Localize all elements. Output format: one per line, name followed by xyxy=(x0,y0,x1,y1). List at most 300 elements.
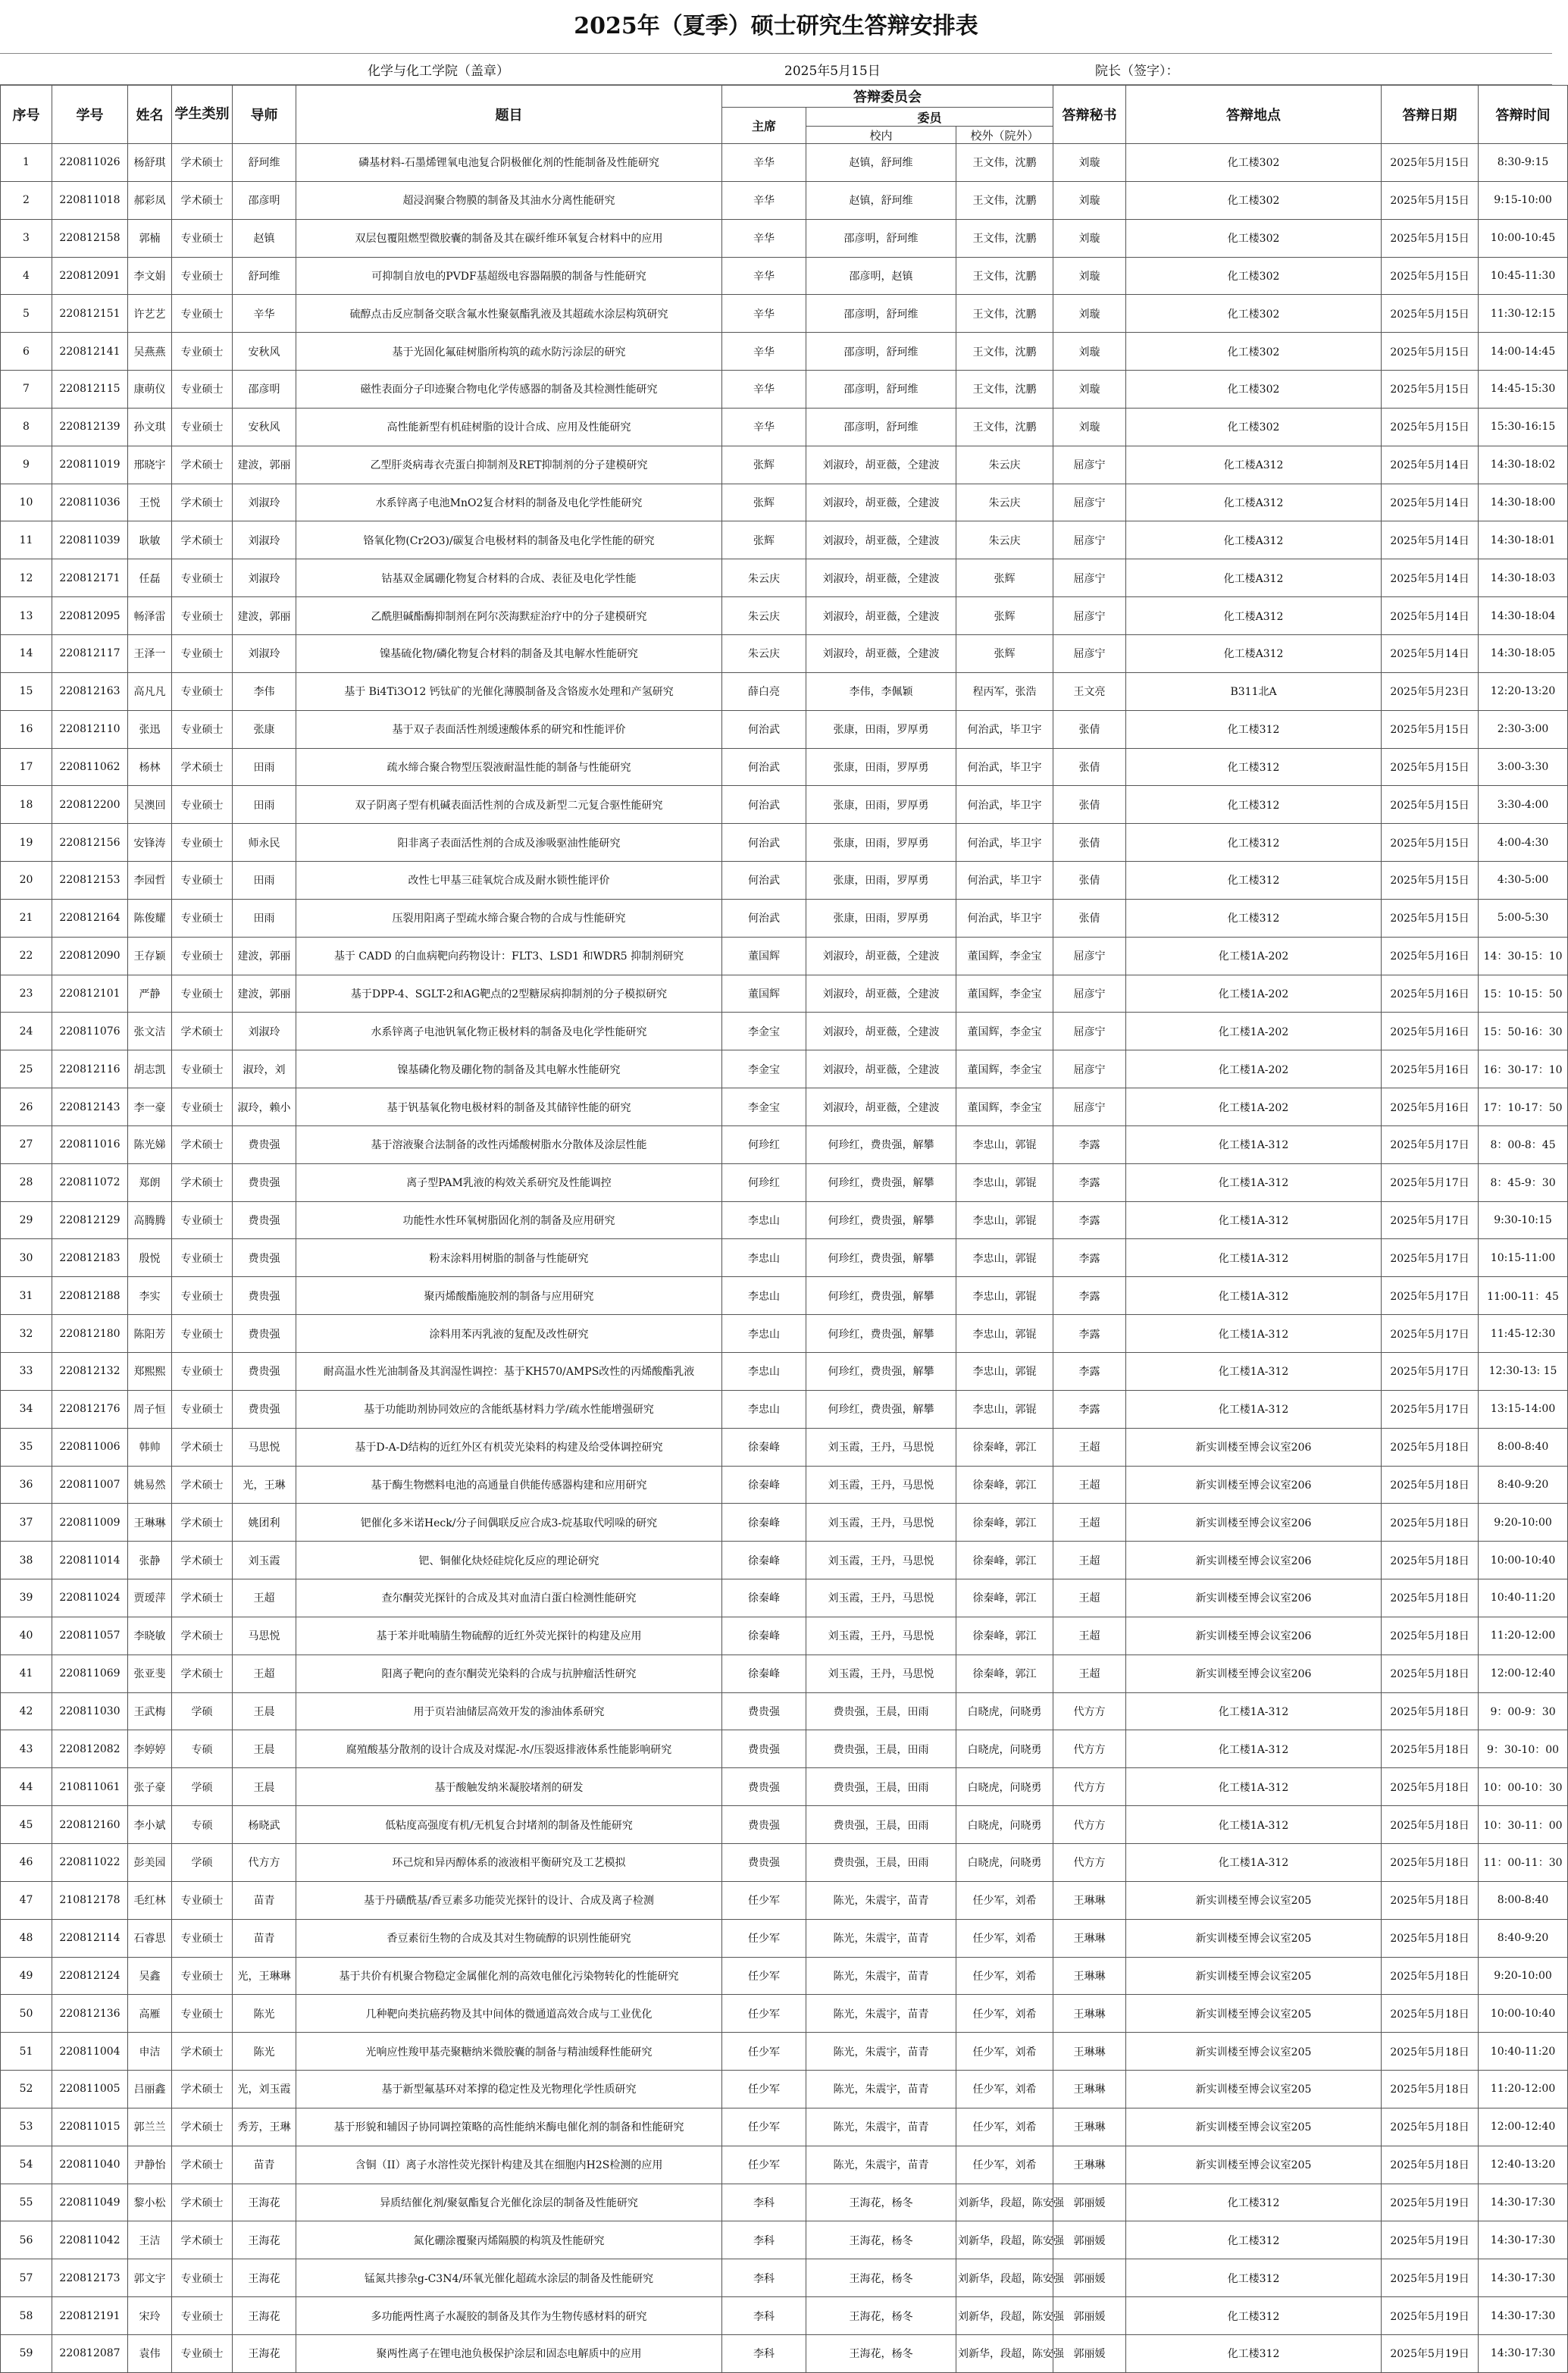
cell-secretary: 代方方 xyxy=(1053,1843,1126,1881)
cell-type: 专业硕士 xyxy=(172,1353,233,1391)
cell-advisor: 李伟 xyxy=(233,672,296,710)
cell-id: 220812087 xyxy=(52,2334,128,2372)
cell-name: 郭文宇 xyxy=(128,2259,172,2297)
cell-secretary: 屈彦宁 xyxy=(1053,446,1126,484)
cell-topic: 基于双子表面活性剂缓速酸体系的研究和性能评价 xyxy=(296,710,722,748)
cell-topic: 阳离子靶向的查尔酮荧光染料的合成与抗肿瘤活性研究 xyxy=(296,1655,722,1692)
cell-no: 43 xyxy=(1,1730,52,1768)
cell-no: 19 xyxy=(1,824,52,862)
cell-id: 220811049 xyxy=(52,2184,128,2221)
cell-type: 学术硕士 xyxy=(172,2221,233,2259)
cell-advisor: 杨晓武 xyxy=(233,1806,296,1844)
cell-advisor: 安秋风 xyxy=(233,408,296,446)
cell-time: 14:30-18:05 xyxy=(1479,634,1568,672)
cell-topic: 锰氮共掺杂g-C3N4/环氧光催化超疏水涂层的制备及性能研究 xyxy=(296,2259,722,2297)
cell-name: 袁伟 xyxy=(128,2334,172,2372)
cell-type: 学术硕士 xyxy=(172,1163,233,1201)
cell-secretary: 刘璇 xyxy=(1053,408,1126,446)
cell-topic: 耐高温水性光油制备及其润湿性调控：基于KH570/AMPS改性的丙烯酸酯乳液 xyxy=(296,1353,722,1391)
cell-outer: 刘新华，段超，陈安强 xyxy=(956,2297,1053,2335)
cell-name: 陈阳芳 xyxy=(128,1315,172,1353)
cell-topic: 粉末涂料用树脂的制备与性能研究 xyxy=(296,1239,722,1277)
cell-no: 29 xyxy=(1,1201,52,1239)
cell-inner: 邵彦明，舒珂维 xyxy=(806,219,956,257)
cell-type: 专业硕士 xyxy=(172,597,233,635)
cell-no: 39 xyxy=(1,1579,52,1617)
table-row xyxy=(1,484,1568,521)
cell-date: 2025年5月19日 xyxy=(1382,2184,1479,2221)
cell-topic: 磷基材料-石墨烯锂氧电池复合阴极催化剂的性能制备及性能研究 xyxy=(296,144,722,182)
cell-chair: 辛华 xyxy=(722,408,806,446)
cell-chair: 辛华 xyxy=(722,257,806,295)
cell-chair: 徐秦峰 xyxy=(722,1542,806,1579)
cell-inner: 刘玉霞，王丹，马思悦 xyxy=(806,1428,956,1466)
cell-inner: 张康，田雨，罗厚勇 xyxy=(806,824,956,862)
cell-time: 11:20-12:00 xyxy=(1479,1617,1568,1655)
cell-inner: 何珍红，费贵强，解攀 xyxy=(806,1277,956,1315)
cell-topic: 钯、铜催化炔烃硅烷化反应的理论研究 xyxy=(296,1542,722,1579)
cell-inner: 张康，田雨，罗厚勇 xyxy=(806,786,956,824)
cell-name: 李晓敏 xyxy=(128,1617,172,1655)
cell-name: 郝彩凤 xyxy=(128,181,172,219)
cell-type: 学术硕士 xyxy=(172,1013,233,1050)
cell-id: 220811009 xyxy=(52,1504,128,1542)
cell-type: 学术硕士 xyxy=(172,484,233,521)
cell-time: 15：10-15：50 xyxy=(1479,975,1568,1013)
cell-topic: 环己烷和异丙醇体系的液液相平衡研究及工艺模拟 xyxy=(296,1843,722,1881)
cell-secretary: 郭丽媛 xyxy=(1053,2297,1126,2335)
cell-no: 31 xyxy=(1,1277,52,1315)
cell-date: 2025年5月14日 xyxy=(1382,521,1479,559)
cell-id: 220812171 xyxy=(52,559,128,597)
cell-time: 9:20-10:00 xyxy=(1479,1957,1568,1995)
cell-topic: 离子型PAM乳液的构效关系研究及性能调控 xyxy=(296,1163,722,1201)
cell-inner: 王海花，杨冬 xyxy=(806,2184,956,2221)
cell-id: 210812178 xyxy=(52,1881,128,1919)
cell-advisor: 王海花 xyxy=(233,2334,296,2372)
cell-outer: 徐秦峰，郭江 xyxy=(956,1617,1053,1655)
table-row xyxy=(1,559,1568,597)
cell-advisor: 姚团利 xyxy=(233,1504,296,1542)
cell-date: 2025年5月14日 xyxy=(1382,597,1479,635)
cell-advisor: 刘淑玲 xyxy=(233,1013,296,1050)
cell-name: 毛红林 xyxy=(128,1881,172,1919)
cell-no: 53 xyxy=(1,2108,52,2146)
cell-advisor: 刘淑玲 xyxy=(233,559,296,597)
cell-advisor: 马思悦 xyxy=(233,1617,296,1655)
cell-secretary: 屈彦宁 xyxy=(1053,1050,1126,1088)
cell-place: 化工楼302 xyxy=(1126,144,1382,182)
table-row xyxy=(1,219,1568,257)
cell-topic: 水系锌离子电池钒氧化物正极材料的制备及电化学性能研究 xyxy=(296,1013,722,1050)
cell-time: 9：00-9：30 xyxy=(1479,1692,1568,1730)
cell-topic: 多功能两性离子水凝胶的制备及其作为生物传感材料的研究 xyxy=(296,2297,722,2335)
cell-type: 专业硕士 xyxy=(172,1881,233,1919)
table-row xyxy=(1,1428,1568,1466)
cell-id: 220811062 xyxy=(52,748,128,786)
cell-advisor: 建波，郭丽 xyxy=(233,937,296,975)
cell-outer: 李忠山，郭锟 xyxy=(956,1125,1053,1163)
cell-name: 吴澳回 xyxy=(128,786,172,824)
cell-secretary: 刘璇 xyxy=(1053,144,1126,182)
cell-name: 殷悦 xyxy=(128,1239,172,1277)
schedule-table xyxy=(0,85,1568,2373)
cell-id: 220812160 xyxy=(52,1806,128,1844)
cell-outer: 程丙军，张浩 xyxy=(956,672,1053,710)
cell-place: 化工楼302 xyxy=(1126,219,1382,257)
cell-name: 郭楠 xyxy=(128,219,172,257)
table-row xyxy=(1,1768,1568,1806)
cell-id: 220811030 xyxy=(52,1692,128,1730)
cell-secretary: 张倩 xyxy=(1053,748,1126,786)
cell-advisor: 费贵强 xyxy=(233,1163,296,1201)
cell-date: 2025年5月16日 xyxy=(1382,1050,1479,1088)
cell-time: 11:00-11：45 xyxy=(1479,1277,1568,1315)
cell-topic: 压裂用阳离子型疏水缔合聚合物的合成与性能研究 xyxy=(296,899,722,937)
header-id: 学号 xyxy=(52,86,128,144)
table-row xyxy=(1,862,1568,900)
cell-secretary: 李露 xyxy=(1053,1353,1126,1391)
cell-no: 50 xyxy=(1,1995,52,2033)
cell-chair: 费贵强 xyxy=(722,1806,806,1844)
cell-secretary: 王琳琳 xyxy=(1053,2071,1126,2108)
cell-chair: 李科 xyxy=(722,2297,806,2335)
cell-date: 2025年5月18日 xyxy=(1382,1428,1479,1466)
cell-topic: 镍基磷化物及硼化物的制备及其电解水性能研究 xyxy=(296,1050,722,1088)
cell-name: 严静 xyxy=(128,975,172,1013)
cell-date: 2025年5月19日 xyxy=(1382,2221,1479,2259)
cell-place: 新实训楼至博会议室206 xyxy=(1126,1428,1382,1466)
cell-place: 化工楼A312 xyxy=(1126,597,1382,635)
cell-place: 化工楼A312 xyxy=(1126,446,1382,484)
table-row xyxy=(1,937,1568,975)
table-row xyxy=(1,371,1568,409)
cell-topic: 基于共价有机聚合物稳定金属催化剂的高效电催化污染物转化的性能研究 xyxy=(296,1957,722,1995)
table-row xyxy=(1,1957,1568,1995)
cell-date: 2025年5月16日 xyxy=(1382,1088,1479,1126)
cell-date: 2025年5月18日 xyxy=(1382,2071,1479,2108)
cell-topic: 钯催化多米诺Heck/分子间偶联反应合成3-烷基取代吲哚的研究 xyxy=(296,1504,722,1542)
cell-topic: 用于页岩油储层高效开发的渗油体系研究 xyxy=(296,1692,722,1730)
cell-inner: 刘淑玲，胡亚薇，仝建波 xyxy=(806,559,956,597)
cell-date: 2025年5月18日 xyxy=(1382,1466,1479,1504)
cell-date: 2025年5月15日 xyxy=(1382,371,1479,409)
cell-secretary: 代方方 xyxy=(1053,1730,1126,1768)
cell-time: 8：00-8：45 xyxy=(1479,1125,1568,1163)
cell-inner: 王海花，杨冬 xyxy=(806,2259,956,2297)
cell-name: 孙文琪 xyxy=(128,408,172,446)
cell-place: 新实训楼至博会议室206 xyxy=(1126,1617,1382,1655)
cell-place: 化工楼312 xyxy=(1126,2334,1382,2372)
cell-type: 专业硕士 xyxy=(172,2259,233,2297)
cell-topic: 光响应性羧甲基壳聚糖纳米微胶囊的制备与精油缓释性能研究 xyxy=(296,2033,722,2071)
table-row xyxy=(1,975,1568,1013)
cell-name: 陈光娣 xyxy=(128,1125,172,1163)
cell-chair: 辛华 xyxy=(722,181,806,219)
cell-outer: 王文伟，沈鹏 xyxy=(956,219,1053,257)
table-row xyxy=(1,295,1568,333)
cell-no: 3 xyxy=(1,219,52,257)
cell-advisor: 田雨 xyxy=(233,748,296,786)
cell-secretary: 王超 xyxy=(1053,1579,1126,1617)
cell-name: 王悦 xyxy=(128,484,172,521)
cell-advisor: 田雨 xyxy=(233,899,296,937)
cell-inner: 王海花，杨冬 xyxy=(806,2334,956,2372)
cell-outer: 李忠山，郭锟 xyxy=(956,1201,1053,1239)
cell-name: 陈俊耀 xyxy=(128,899,172,937)
cell-type: 专业硕士 xyxy=(172,975,233,1013)
cell-advisor: 赵镇 xyxy=(233,219,296,257)
cell-advisor: 光，王琳 xyxy=(233,1466,296,1504)
cell-date: 2025年5月18日 xyxy=(1382,1806,1479,1844)
cell-id: 220812183 xyxy=(52,1239,128,1277)
table-row xyxy=(1,2184,1568,2221)
cell-topic: 基于光固化氟硅树脂所构筑的疏水防污涂层的研究 xyxy=(296,333,722,371)
cell-place: 化工楼312 xyxy=(1126,862,1382,900)
cell-inner: 李伟，李佩颖 xyxy=(806,672,956,710)
cell-secretary: 屈彦宁 xyxy=(1053,634,1126,672)
cell-id: 220812101 xyxy=(52,975,128,1013)
cell-secretary: 王文亮 xyxy=(1053,672,1126,710)
cell-time: 9：30-10：00 xyxy=(1479,1730,1568,1768)
cell-secretary: 屈彦宁 xyxy=(1053,975,1126,1013)
cell-outer: 任少军，刘希 xyxy=(956,1881,1053,1919)
cell-inner: 刘玉霞，王丹，马思悦 xyxy=(806,1579,956,1617)
cell-name: 李实 xyxy=(128,1277,172,1315)
cell-id: 220811019 xyxy=(52,446,128,484)
cell-secretary: 王琳琳 xyxy=(1053,2033,1126,2071)
cell-no: 35 xyxy=(1,1428,52,1466)
cell-type: 学硕 xyxy=(172,1843,233,1881)
cell-type: 专业硕士 xyxy=(172,295,233,333)
cell-type: 学术硕士 xyxy=(172,181,233,219)
cell-topic: 功能性水性环氧树脂固化剂的制备及应用研究 xyxy=(296,1201,722,1239)
header-time: 答辩时间 xyxy=(1479,86,1568,144)
cell-chair: 费贵强 xyxy=(722,1843,806,1881)
cell-no: 47 xyxy=(1,1881,52,1919)
cell-chair: 徐秦峰 xyxy=(722,1466,806,1504)
cell-secretary: 刘璇 xyxy=(1053,333,1126,371)
table-row xyxy=(1,1466,1568,1504)
cell-advisor: 苗青 xyxy=(233,2146,296,2184)
cell-time: 8：45-9：30 xyxy=(1479,1163,1568,1201)
cell-place: 化工楼1A-202 xyxy=(1126,975,1382,1013)
cell-secretary: 刘璇 xyxy=(1053,295,1126,333)
meta-row xyxy=(0,54,1552,85)
cell-secretary: 刘璇 xyxy=(1053,181,1126,219)
cell-secretary: 王超 xyxy=(1053,1617,1126,1655)
cell-id: 220812188 xyxy=(52,1277,128,1315)
cell-time: 11：00-11：30 xyxy=(1479,1843,1568,1881)
cell-outer: 朱云庆 xyxy=(956,446,1053,484)
cell-advisor: 费贵强 xyxy=(233,1353,296,1391)
cell-secretary: 王琳琳 xyxy=(1053,1881,1126,1919)
cell-place: 化工楼302 xyxy=(1126,257,1382,295)
cell-no: 32 xyxy=(1,1315,52,1353)
cell-name: 黎小松 xyxy=(128,2184,172,2221)
cell-date: 2025年5月17日 xyxy=(1382,1315,1479,1353)
cell-outer: 刘新华，段超，陈安强 xyxy=(956,2221,1053,2259)
cell-time: 15：50-16：30 xyxy=(1479,1013,1568,1050)
cell-outer: 李忠山，郭锟 xyxy=(956,1239,1053,1277)
cell-no: 16 xyxy=(1,710,52,748)
cell-secretary: 张倩 xyxy=(1053,786,1126,824)
cell-type: 专业硕士 xyxy=(172,257,233,295)
cell-time: 3:30-4:00 xyxy=(1479,786,1568,824)
cell-secretary: 王琳琳 xyxy=(1053,1957,1126,1995)
cell-advisor: 邵彦明 xyxy=(233,181,296,219)
cell-place: 化工楼1A-312 xyxy=(1126,1315,1382,1353)
cell-outer: 何治武，毕卫宇 xyxy=(956,710,1053,748)
cell-id: 220812090 xyxy=(52,937,128,975)
cell-advisor: 刘淑玲 xyxy=(233,521,296,559)
cell-outer: 何治武，毕卫宇 xyxy=(956,862,1053,900)
cell-date: 2025年5月18日 xyxy=(1382,1692,1479,1730)
cell-id: 220812082 xyxy=(52,1730,128,1768)
cell-advisor: 费贵强 xyxy=(233,1315,296,1353)
cell-date: 2025年5月18日 xyxy=(1382,1504,1479,1542)
cell-inner: 刘淑玲，胡亚薇，仝建波 xyxy=(806,937,956,975)
cell-name: 李文娟 xyxy=(128,257,172,295)
table-row xyxy=(1,2334,1568,2372)
cell-date: 2025年5月23日 xyxy=(1382,672,1479,710)
cell-advisor: 淑玲，赖小 xyxy=(233,1088,296,1126)
table-row xyxy=(1,2108,1568,2146)
cell-date: 2025年5月14日 xyxy=(1382,634,1479,672)
cell-inner: 陈光，朱震宇，苗青 xyxy=(806,2108,956,2146)
cell-no: 57 xyxy=(1,2259,52,2297)
cell-time: 14:30-17:30 xyxy=(1479,2334,1568,2372)
cell-date: 2025年5月15日 xyxy=(1382,219,1479,257)
cell-no: 6 xyxy=(1,333,52,371)
cell-type: 专业硕士 xyxy=(172,1277,233,1315)
cell-topic: 基于钒基氧化物电极材料的制备及其储锌性能的研究 xyxy=(296,1088,722,1126)
cell-topic: 双层包覆阻燃型微胶囊的制备及其在碳纤维环氧复合材料中的应用 xyxy=(296,219,722,257)
cell-secretary: 李露 xyxy=(1053,1239,1126,1277)
cell-place: 化工楼A312 xyxy=(1126,634,1382,672)
cell-no: 34 xyxy=(1,1390,52,1428)
cell-time: 12:20-13:20 xyxy=(1479,672,1568,710)
cell-name: 张迅 xyxy=(128,710,172,748)
cell-type: 专硕 xyxy=(172,1806,233,1844)
table-row xyxy=(1,1579,1568,1617)
cell-id: 220812156 xyxy=(52,824,128,862)
cell-advisor: 建波，郭丽 xyxy=(233,597,296,635)
cell-place: 化工楼1A-312 xyxy=(1126,1125,1382,1163)
cell-chair: 辛华 xyxy=(722,295,806,333)
cell-advisor: 代方方 xyxy=(233,1843,296,1881)
cell-advisor: 苗青 xyxy=(233,1919,296,1957)
table-row xyxy=(1,2071,1568,2108)
cell-date: 2025年5月15日 xyxy=(1382,824,1479,862)
cell-outer: 李忠山，郭锟 xyxy=(956,1315,1053,1353)
cell-advisor: 陈光 xyxy=(233,1995,296,2033)
cell-topic: 基于功能助剂协同效应的含能纸基材料力学/疏水性能增强研究 xyxy=(296,1390,722,1428)
cell-chair: 任少军 xyxy=(722,1881,806,1919)
cell-no: 12 xyxy=(1,559,52,597)
cell-advisor: 淑玲，刘 xyxy=(233,1050,296,1088)
cell-no: 24 xyxy=(1,1013,52,1050)
cell-id: 220812164 xyxy=(52,899,128,937)
cell-id: 220812153 xyxy=(52,862,128,900)
cell-outer: 何治武，毕卫宇 xyxy=(956,748,1053,786)
cell-date: 2025年5月18日 xyxy=(1382,2033,1479,2071)
cell-chair: 董国辉 xyxy=(722,937,806,975)
cell-chair: 辛华 xyxy=(722,144,806,182)
cell-topic: 氮化硼涂覆聚丙烯隔膜的构筑及性能研究 xyxy=(296,2221,722,2259)
cell-outer: 白晓虎，问晓勇 xyxy=(956,1806,1053,1844)
table-row xyxy=(1,1806,1568,1844)
cell-advisor: 建波，郭丽 xyxy=(233,975,296,1013)
cell-time: 9:30-10:15 xyxy=(1479,1201,1568,1239)
cell-time: 14：30-15：10 xyxy=(1479,937,1568,975)
cell-date: 2025年5月17日 xyxy=(1382,1201,1479,1239)
cell-outer: 任少军，刘希 xyxy=(956,2071,1053,2108)
cell-place: 化工楼1A-312 xyxy=(1126,1692,1382,1730)
cell-place: 新实训楼至博会议室206 xyxy=(1126,1466,1382,1504)
cell-place: 化工楼A312 xyxy=(1126,559,1382,597)
cell-date: 2025年5月16日 xyxy=(1382,975,1479,1013)
cell-inner: 张康，田雨，罗厚勇 xyxy=(806,710,956,748)
cell-date: 2025年5月18日 xyxy=(1382,2146,1479,2184)
cell-time: 8:00-8:40 xyxy=(1479,1881,1568,1919)
cell-inner: 邵彦明，舒珂维 xyxy=(806,333,956,371)
table-row xyxy=(1,1655,1568,1692)
cell-outer: 王文伟，沈鹏 xyxy=(956,408,1053,446)
cell-topic: 高性能新型有机硅树脂的设计合成、应用及性能研究 xyxy=(296,408,722,446)
cell-date: 2025年5月18日 xyxy=(1382,1881,1479,1919)
cell-topic: 水系锌离子电池MnO2复合材料的制备及电化学性能研究 xyxy=(296,484,722,521)
cell-type: 专业硕士 xyxy=(172,862,233,900)
cell-time: 10：00-10：30 xyxy=(1479,1768,1568,1806)
cell-type: 学术硕士 xyxy=(172,446,233,484)
cell-no: 13 xyxy=(1,597,52,635)
cell-place: 新实训楼至博会议室206 xyxy=(1126,1579,1382,1617)
cell-place: 化工楼1A-202 xyxy=(1126,1013,1382,1050)
cell-id: 220812110 xyxy=(52,710,128,748)
cell-no: 59 xyxy=(1,2334,52,2372)
cell-time: 10：30-11：00 xyxy=(1479,1806,1568,1844)
cell-chair: 辛华 xyxy=(722,219,806,257)
cell-topic: 改性七甲基三硅氧烷合成及耐水锁性能评价 xyxy=(296,862,722,900)
cell-name: 贾瑷萍 xyxy=(128,1579,172,1617)
cell-id: 220811007 xyxy=(52,1466,128,1504)
cell-type: 学术硕士 xyxy=(172,1466,233,1504)
cell-time: 14:00-14:45 xyxy=(1479,333,1568,371)
cell-inner: 邵彦明，舒珂维 xyxy=(806,371,956,409)
cell-topic: 基于酸触发纳米凝胶堵剂的研发 xyxy=(296,1768,722,1806)
cell-advisor: 马思悦 xyxy=(233,1428,296,1466)
cell-topic: 基于苯并吡喃腈生物硫醇的近红外荧光探针的构建及应用 xyxy=(296,1617,722,1655)
cell-time: 17：10-17：50 xyxy=(1479,1088,1568,1126)
cell-inner: 费贵强，王晨，田雨 xyxy=(806,1843,956,1881)
cell-type: 学术硕士 xyxy=(172,2184,233,2221)
cell-outer: 徐秦峰，郭江 xyxy=(956,1542,1053,1579)
cell-topic: 镍基硫化物/磷化物复合材料的制备及其电解水性能研究 xyxy=(296,634,722,672)
table-row xyxy=(1,1013,1568,1050)
cell-id: 220812136 xyxy=(52,1995,128,2033)
cell-outer: 徐秦峰，郭江 xyxy=(956,1504,1053,1542)
cell-place: 化工楼312 xyxy=(1126,748,1382,786)
cell-name: 张亚斐 xyxy=(128,1655,172,1692)
table-row xyxy=(1,1163,1568,1201)
cell-outer: 董国辉，李金宝 xyxy=(956,1050,1053,1088)
cell-id: 220811004 xyxy=(52,2033,128,2071)
cell-id: 220811036 xyxy=(52,484,128,521)
cell-id: 220812151 xyxy=(52,295,128,333)
cell-advisor: 秀芳，王琳 xyxy=(233,2108,296,2146)
cell-name: 韩帅 xyxy=(128,1428,172,1466)
